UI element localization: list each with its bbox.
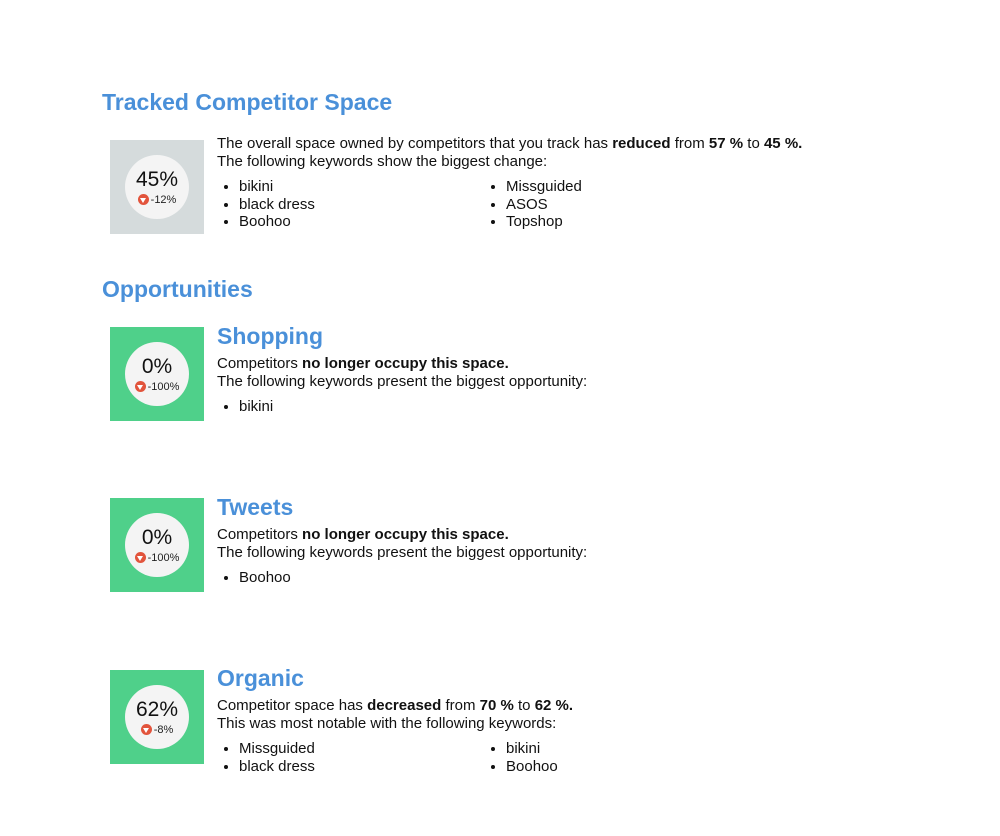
list-item: • Boohoo: [239, 213, 484, 231]
percent-value: 0%: [141, 354, 173, 378]
percent-value: 62%: [135, 697, 179, 721]
shopping-keywords-intro: The following keywords present the biggest opportunity:: [217, 372, 588, 390]
shopping-keyword-list: [217, 398, 937, 416]
percent-change: [138, 194, 177, 206]
tracked-summary-line: The overall space owned by competitors that you track has reduced from 57 % to 45 %.: [217, 135, 803, 152]
tracked-keyword-list: [217, 178, 937, 231]
keyword-column-right: [484, 178, 751, 231]
tweets-keyword-list: [217, 569, 937, 587]
percent-change-value: -100%: [147, 551, 180, 564]
shopping-status-line: Competitors no longer occupy this space.: [217, 355, 509, 372]
keyword-column-left: [217, 569, 484, 587]
arrow-down-circle-icon: [135, 381, 146, 392]
tweets-section: [217, 494, 937, 587]
arrow-down-circle-icon: [135, 552, 146, 563]
organic-keyword-list: [217, 740, 937, 775]
list-item: • black dress: [239, 196, 484, 214]
tweets-status-line: Competitors no longer occupy this space.: [217, 526, 509, 543]
percent-value: 0%: [141, 525, 173, 549]
tracked-keywords-intro: The following keywords show the biggest change:: [217, 152, 548, 170]
percent-change-value: -12%: [150, 193, 177, 206]
list-item: • bikini: [239, 178, 484, 196]
percent-change-value: -8%: [153, 723, 174, 736]
list-item: • black dress: [239, 758, 484, 776]
keyword-column-right: [484, 740, 751, 775]
percent-circle: [125, 155, 189, 219]
shopping-tile: [110, 327, 204, 421]
keyword-column-left: [217, 740, 484, 775]
tracked-space-tile: [110, 140, 204, 234]
tracked-summary: [217, 135, 937, 231]
list-item: • Boohoo: [239, 569, 484, 587]
organic-section: [217, 665, 937, 775]
percent-change: [135, 381, 180, 393]
section-title-opportunities: Opportunities: [102, 276, 253, 302]
tweets-keywords-intro: The following keywords present the biggest opportunity:: [217, 543, 588, 561]
organic-title: Organic: [217, 665, 304, 691]
tweets-tile: [110, 498, 204, 592]
percent-value: 45%: [135, 167, 179, 191]
section-title-tracked: Tracked Competitor Space: [102, 89, 393, 115]
list-item: • Boohoo: [506, 758, 751, 776]
list-item: • Missguided: [239, 740, 484, 758]
arrow-down-circle-icon: [141, 724, 152, 735]
organic-keywords-intro: This was most notable with the following keywords:: [217, 714, 557, 732]
list-item: • Topshop: [506, 213, 751, 231]
list-item: • bikini: [506, 740, 751, 758]
list-item: • bikini: [239, 398, 484, 416]
shopping-title: Shopping: [217, 323, 324, 349]
keyword-column-left: [217, 178, 484, 231]
list-item: • Missguided: [506, 178, 751, 196]
arrow-down-circle-icon: [138, 194, 149, 205]
percent-circle: [125, 685, 189, 749]
shopping-section: [217, 323, 937, 416]
percent-change: [135, 552, 180, 564]
percent-change-value: -100%: [147, 380, 180, 393]
percent-circle: [125, 513, 189, 577]
percent-circle: [125, 342, 189, 406]
keyword-column-left: [217, 398, 484, 416]
tweets-title: Tweets: [217, 494, 294, 520]
list-item: • ASOS: [506, 196, 751, 214]
organic-tile: [110, 670, 204, 764]
organic-status-line: Competitor space has decreased from 70 % to 62 %.: [217, 697, 574, 714]
percent-change: [141, 724, 174, 736]
